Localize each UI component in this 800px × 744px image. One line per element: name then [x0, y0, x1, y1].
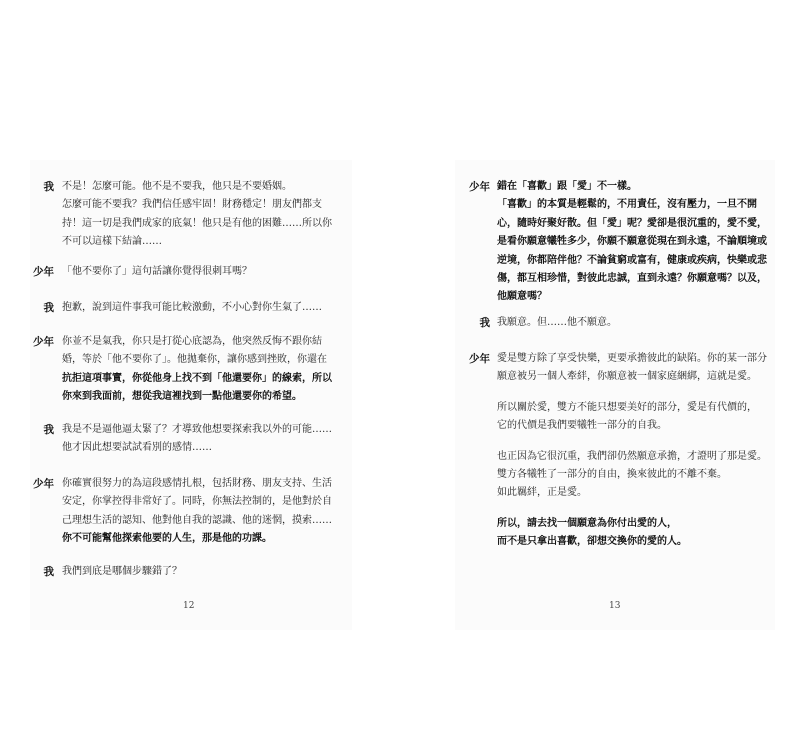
text-line: 我們到底是哪個步驟錯了？	[62, 566, 182, 577]
left-page-number: 12	[183, 601, 195, 611]
text-line: 「喜歡」的本質是輕鬆的，不用責任，沒有壓力，一旦不開	[497, 199, 757, 211]
text-line: 持！這一切是我們成家的底氣！他只是有他的困難……所以你	[62, 217, 332, 229]
speaker-label: 少年	[33, 478, 54, 490]
text-line: 如此羈絆，正是愛。	[497, 487, 587, 499]
text-line: 他才因此想要試試看別的感情……	[62, 442, 212, 454]
text-line: 不是！怎麼可能。他不是不要我，他只是不要婚姻。	[62, 181, 292, 192]
text-line: 雙方各犧牲了一部分的自由，換來彼此的不離不棄。	[497, 469, 727, 481]
dialogue-text	[62, 421, 332, 458]
text-line: 你確實很努力的為這段感情扎根，包括財務、朋友支持、生活	[62, 478, 332, 489]
text-line: 心，隨時好聚好散。但「愛」呢？愛卻是很沉重的，愛不愛，	[497, 217, 767, 229]
text-line: 你來到我面前，想從我這裡找到一點他還要你的希望。	[62, 391, 302, 403]
dialogue-text	[62, 333, 332, 407]
speaker-label: 我	[43, 424, 54, 436]
dialogue-text	[62, 178, 332, 252]
dialogue-text	[497, 314, 617, 332]
text-line: 己理想生活的認知、他對他自我的認識、他的迷惘，摸索……	[62, 514, 332, 526]
speaker-label: 我	[43, 302, 54, 314]
text-line: 「他不要你了」這句話讓你覺得很刺耳嗎？	[62, 266, 252, 277]
text-line: 愛是雙方除了享受快樂，更要承擔彼此的缺陷。你的某一部分	[497, 353, 767, 364]
dialogue-text	[62, 563, 182, 581]
speaker-label: 我	[479, 317, 490, 329]
speaker-label: 少年	[469, 181, 490, 193]
text-line: 我是不是逼他逼太緊了？才導致他想要探索我以外的可能……	[62, 424, 332, 435]
dialogue-text	[497, 350, 767, 552]
speaker-label: 少年	[33, 266, 54, 278]
text-line: 他願意嗎？	[497, 291, 547, 303]
text-line: 錯在「喜歡」跟「愛」不一樣。	[497, 181, 637, 192]
text-line: 你不可能幫他探索他要的人生，那是他的功課。	[62, 533, 272, 545]
text-line: 抗拒這項事實，你從他身上找不到「他還要你」的線索，所以	[62, 372, 332, 384]
text-line: 願意被另一個人牽絆，你願意被一個家庭綑綁，這就是愛。	[497, 371, 757, 383]
text-line: 我願意。但……他不願意。	[497, 317, 617, 328]
text-line: 怎麼可能不要我？我們信任感牢固！財務穩定！朋友們都支	[62, 199, 322, 211]
text-line: 婚，等於「他不要你了」。他拋棄你，讓你感到挫敗，你還在	[62, 354, 327, 366]
text-line: 安定，你掌控得非常好了。同時，你無法控制的，是他對於自	[62, 496, 332, 508]
text-line: 不可以這樣下結論……	[62, 236, 162, 248]
speaker-label: 我	[43, 181, 54, 193]
speaker-label: 少年	[469, 353, 490, 365]
paragraph-gap	[497, 503, 767, 515]
paragraph-gap	[497, 387, 767, 399]
speaker-label: 我	[43, 566, 54, 578]
speaker-label: 少年	[33, 336, 54, 348]
dialogue-text	[497, 178, 767, 307]
text-line: 所以，請去找一個願意為你付出愛的人，	[497, 517, 677, 529]
right-page-number: 13	[609, 601, 621, 611]
dialogue-text	[62, 475, 332, 549]
text-line: 所以關於愛，雙方不能只想要美好的部分，愛是有代價的，	[497, 401, 757, 413]
text-line: 逆境，你都陪伴他？不論貧窮或富有，健康或疾病，快樂或悲	[497, 254, 767, 266]
text-line: 抱歉，說到這件事我可能比較激動，不小心對你生氣了……	[62, 302, 322, 313]
text-line: 它的代價是我們要犧牲一部分的自我。	[497, 420, 667, 432]
text-line: 傷，都互相珍惜，對彼此忠誠，直到永遠？你願意嗎？以及，	[497, 273, 767, 285]
dialogue-text	[62, 263, 252, 281]
text-line: 是看你願意犧牲多少，你願不願意從現在到永遠，不論順境或	[497, 236, 767, 248]
paragraph-gap	[497, 436, 767, 448]
text-line: 也正因為它很沉重，我們卻仍然願意承擔，才證明了那是愛。	[497, 450, 767, 462]
text-line: 你並不是氣我，你只是打從心底認為，他突然反悔不跟你結	[62, 336, 322, 347]
text-line: 而不是只拿出喜歡，卻想交換你的愛的人。	[497, 536, 687, 548]
dialogue-text	[62, 299, 322, 317]
